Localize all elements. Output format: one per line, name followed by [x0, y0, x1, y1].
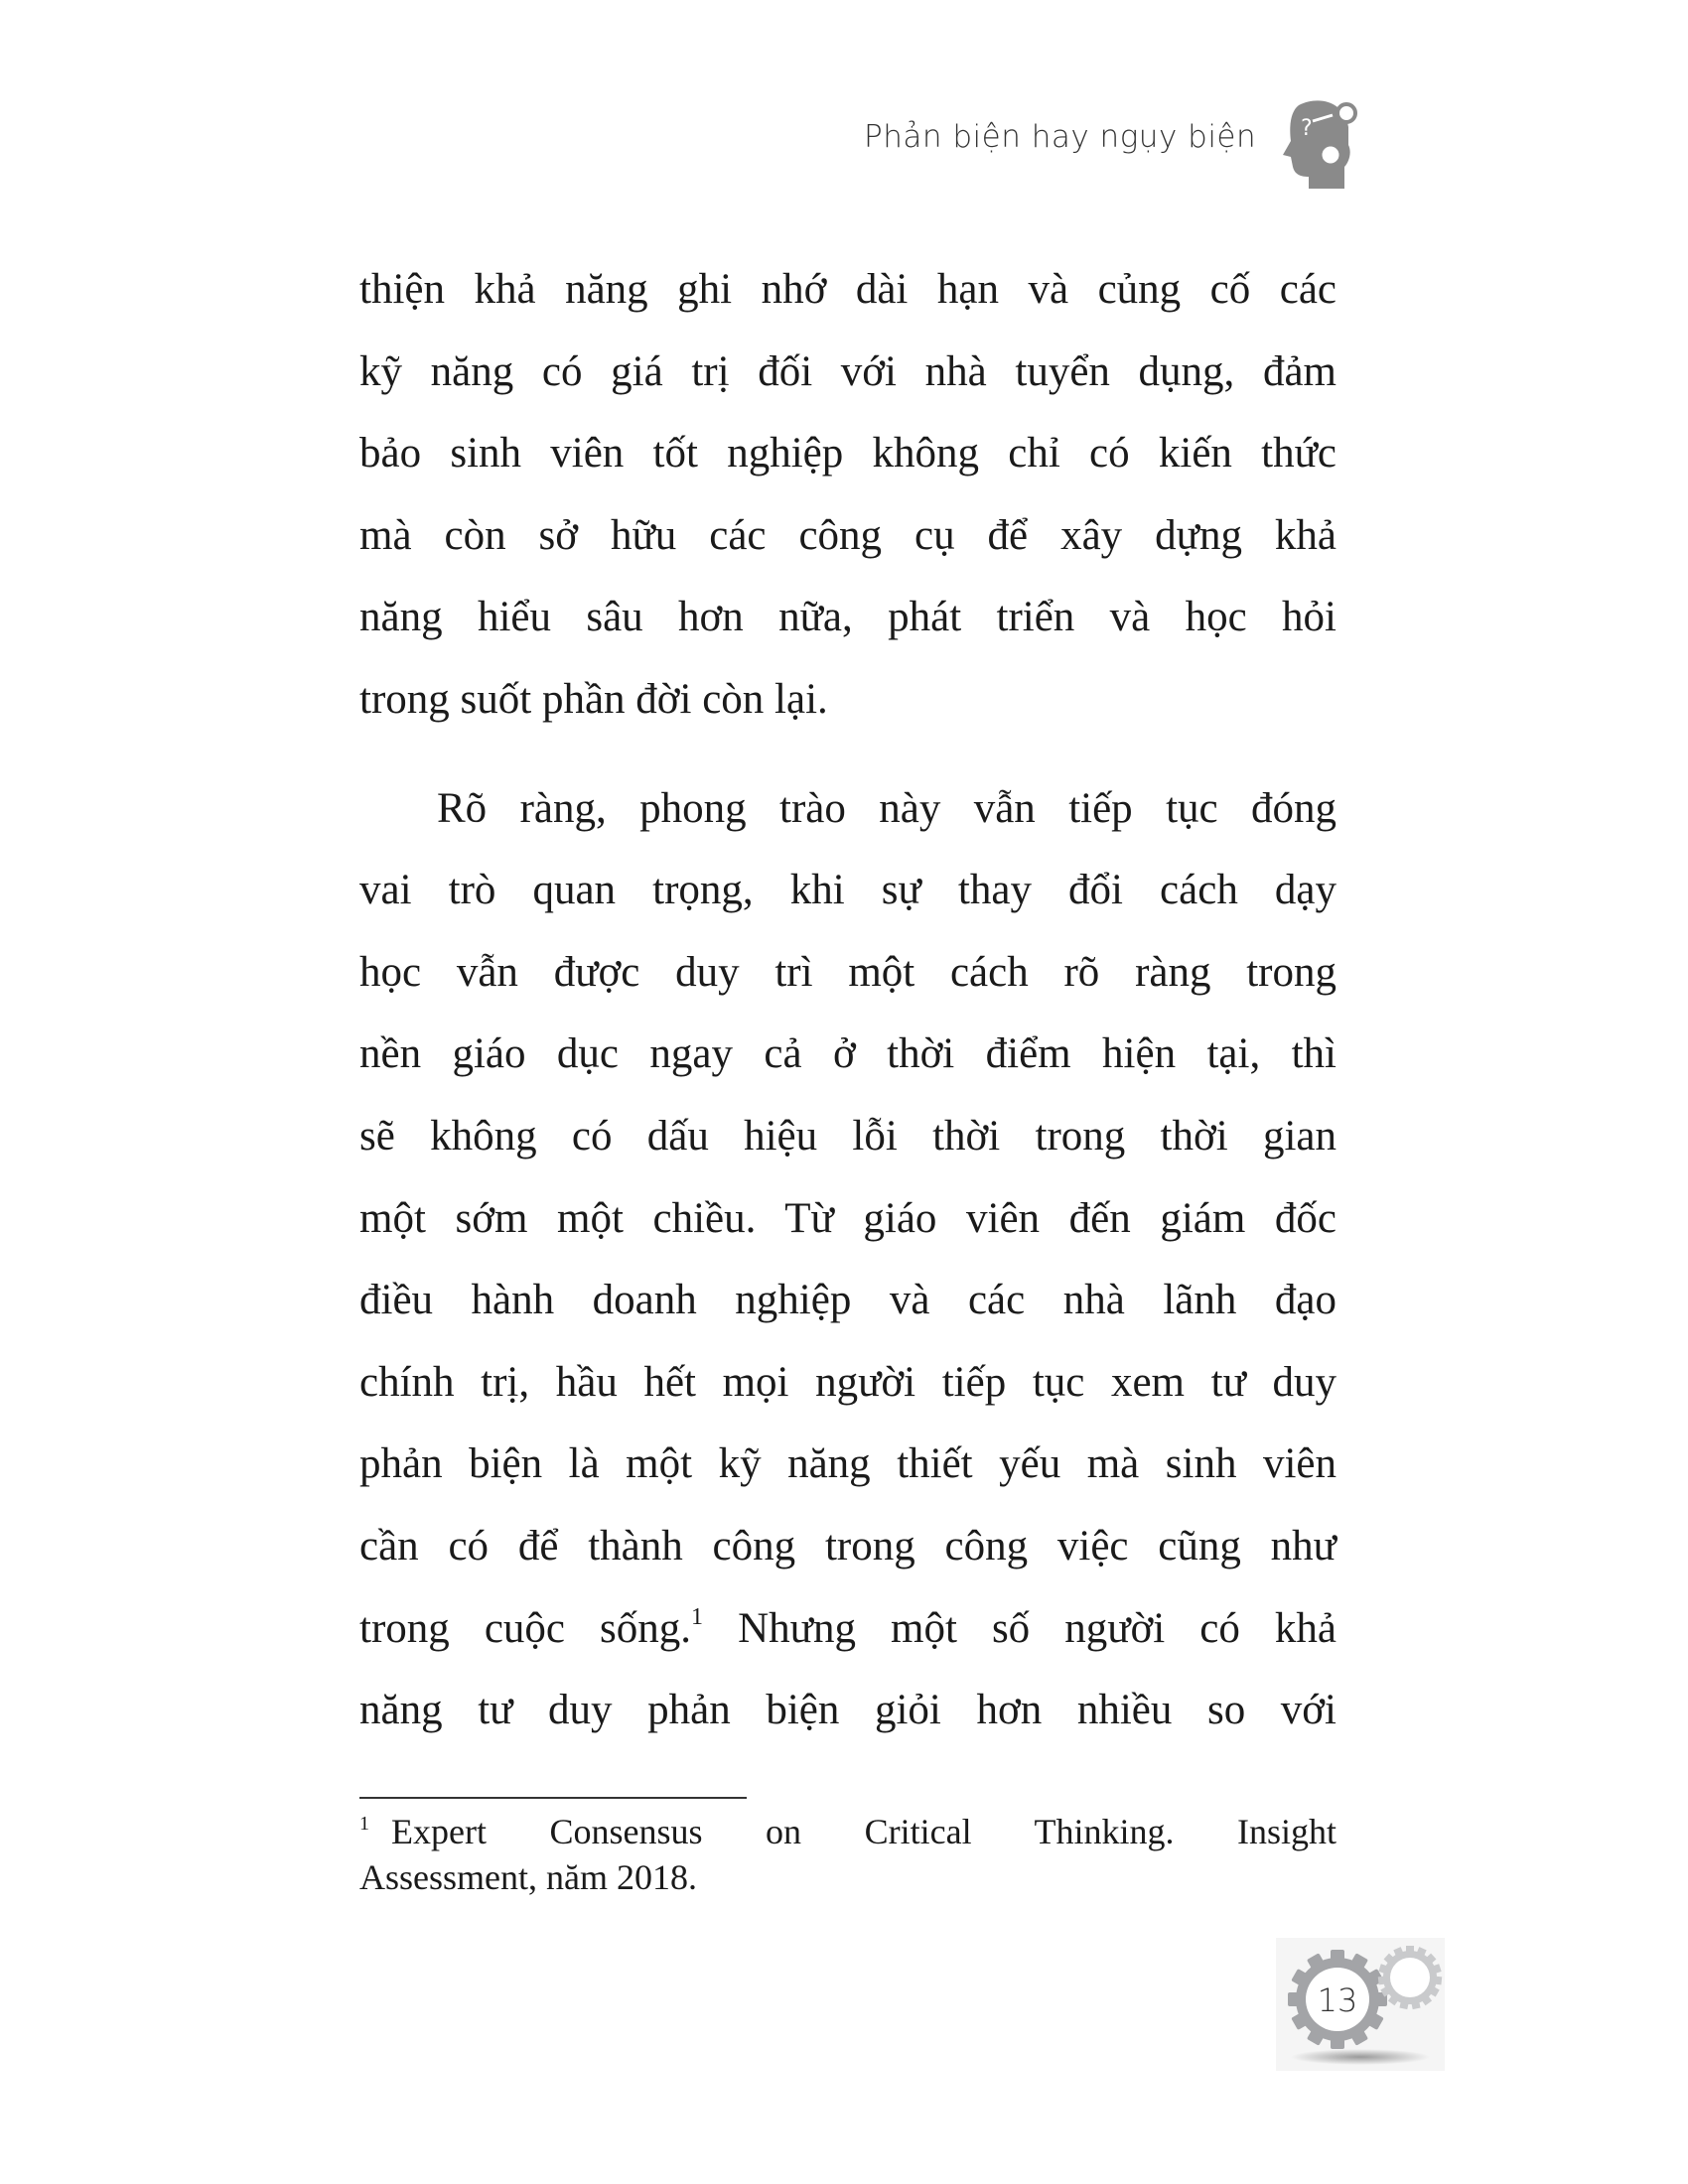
- page-number: 13: [1317, 1981, 1358, 2019]
- text-line: [359, 1599, 1336, 1682]
- footnote-line: Assessment, năm 2018.: [359, 1857, 697, 1897]
- footnote-text: Expert Consensus on Critical Thinking. Insight: [391, 1812, 1336, 1851]
- text-line: trong suốt phần đời còn lại.: [359, 675, 828, 723]
- text-line: điều hành doanh nghiệp và các nhà lãnh đạo: [359, 1277, 1336, 1324]
- body-text: [359, 260, 1336, 1763]
- text-line: bảo sinh viên tốt nghiệp không chỉ có kiến thức: [359, 430, 1336, 478]
- text-line: mà còn sở hữu các công cụ để xây dựng khả: [359, 511, 1336, 559]
- head-with-gears-icon: [1279, 97, 1362, 193]
- footnote: [359, 1809, 1336, 1900]
- text-line: học vẫn được duy trì một cách rõ ràng trong: [359, 948, 1336, 996]
- svg-text:?: ?: [1301, 116, 1313, 141]
- footnote-marker: 1: [359, 1813, 369, 1835]
- text-segment: trong cuộc sống.: [359, 1604, 692, 1652]
- text-line: kỹ năng có giá trị đối với nhà tuyển dụng, đảm: [359, 347, 1336, 395]
- text-line: Rõ ràng, phong trào này vẫn tiếp tục đóng: [437, 784, 1336, 832]
- footnote-reference[interactable]: 1: [691, 1603, 704, 1630]
- text-line: năng tư duy phản biện giỏi hơn nhiều so với: [359, 1687, 1336, 1734]
- text-line: sẽ không có dấu hiệu lỗi thời trong thời gian: [359, 1112, 1336, 1160]
- text-line: một sớm một chiều. Từ giáo viên đến giám đốc: [359, 1194, 1336, 1242]
- text-line: phản biện là một kỹ năng thiết yếu mà sinh viên: [359, 1440, 1336, 1488]
- text-line: năng hiểu sâu hơn nữa, phát triển và học hỏi: [359, 594, 1336, 641]
- text-segment: Nhưng một số người có khả: [703, 1604, 1336, 1652]
- footnote-separator: [359, 1797, 747, 1799]
- text-line: chính trị, hầu hết mọi người tiếp tục xem tư duy: [359, 1358, 1336, 1406]
- running-head: Phản biện hay ngụy biện: [864, 119, 1257, 155]
- page-number-badge: [1276, 1938, 1445, 2071]
- footnote-line: [359, 1809, 1336, 1854]
- text-line: nền giáo dục ngay cả ở thời điểm hiện tại, thì: [359, 1030, 1336, 1078]
- text-line: thiện khả năng ghi nhớ dài hạn và củng cố các: [359, 266, 1336, 313]
- text-line: vai trò quan trọng, khi sự thay đổi cách dạy: [359, 867, 1336, 914]
- text-line: cần có để thành công trong công việc cũng như: [359, 1522, 1336, 1570]
